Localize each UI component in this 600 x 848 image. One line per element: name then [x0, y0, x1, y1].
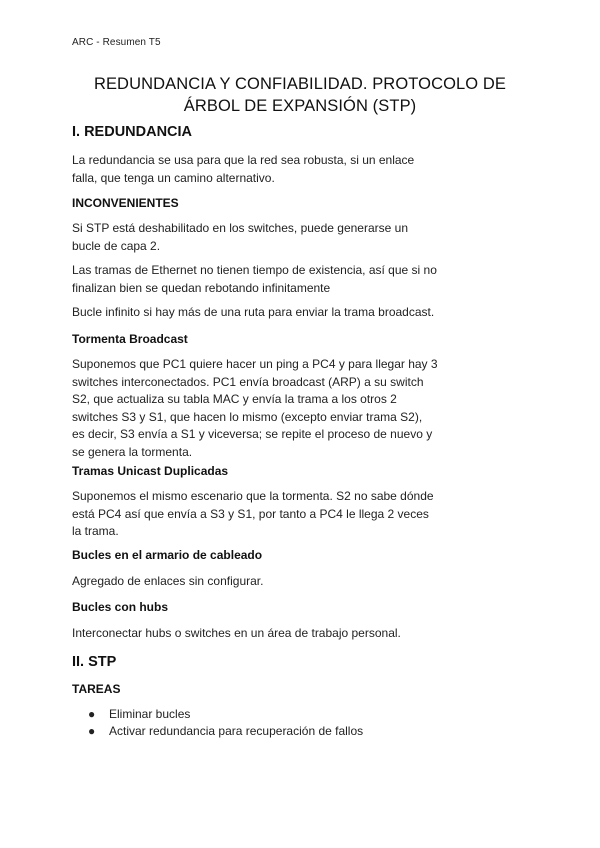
section-heading-redundancia: I. REDUNDANCIA — [72, 124, 193, 140]
text-line: finalizan bien se quedan rebotando infinitamente — [72, 280, 331, 295]
text-line: bucle de capa 2. — [72, 238, 161, 253]
armario-paragraph — [72, 573, 263, 591]
bullet-icon: ● — [88, 707, 96, 721]
title-line: ÁRBOL DE EXPANSIÓN (STP) — [183, 97, 417, 115]
unicast-paragraph — [72, 488, 434, 541]
text-line: Bucle infinito si hay más de una ruta para enviar la trama broadcast. — [72, 305, 435, 319]
text-line: switches interconectados. PC1 envía broadcast (ARP) a su switch — [72, 374, 424, 389]
text-line: Suponemos el mismo escenario que la tormenta. S2 no sabe dónde — [72, 489, 434, 503]
text-line: Agregado de enlaces sin configurar. — [72, 574, 264, 588]
title-line: REDUNDANCIA Y CONFIABILIDAD. PROTOCOLO DE — [93, 75, 507, 93]
text-line: Las tramas de Ethernet no tienen tiempo de existencia, así que si no — [72, 263, 437, 277]
list-item-text: Eliminar bucles — [109, 707, 191, 721]
text-line: Si STP está deshabilitado en los switches, puede generarse un — [72, 221, 408, 235]
text-line: La redundancia se usa para que la red sea robusta, si un enlace — [72, 153, 415, 167]
page-header: ARC - Resumen T5 — [72, 37, 161, 48]
tareas-list — [72, 706, 363, 740]
text-line: es decir, S3 envía a S1 y viceversa; se repite el proceso de nuevo y — [72, 427, 433, 441]
inconvenientes-paragraph-1 — [72, 220, 408, 255]
text-line: está PC4 así que envía a S3 y S1, por tanto a PC4 le llega 2 veces — [72, 506, 429, 521]
redundancia-intro — [72, 152, 414, 187]
subheading-tormenta-broadcast: Tormenta Broadcast — [72, 332, 188, 346]
bullet-icon: ● — [88, 724, 96, 738]
hubs-paragraph — [72, 625, 401, 643]
text-line: Interconectar hubs o switches en un área de trabajo personal. — [72, 626, 401, 640]
text-line: la trama. — [72, 524, 119, 538]
inconvenientes-paragraph-3 — [72, 304, 434, 322]
list-item — [72, 706, 363, 723]
subheading-inconvenientes: INCONVENIENTES — [72, 196, 179, 210]
subheading-bucles-armario: Bucles en el armario de cableado — [72, 548, 263, 562]
text-line: S2, que actualiza su tabla MAC y envía la trama a los otros 2 — [72, 392, 397, 406]
text-line: Suponemos que PC1 quiere hacer un ping a PC4 y para llegar hay 3 — [72, 357, 438, 371]
text-line: falla, que tenga un camino alternativo. — [72, 170, 275, 185]
text-line: switches S3 y S1, que hacen lo mismo (excepto enviar trama S2), — [72, 409, 423, 424]
list-item-text: Activar redundancia para recuperación de fallos — [109, 724, 364, 738]
section-heading-stp: II. STP — [72, 654, 117, 670]
tormenta-paragraph — [72, 356, 438, 461]
inconvenientes-paragraph-2 — [72, 262, 437, 297]
text-line: se genera la tormenta. — [72, 444, 193, 459]
subheading-tramas-unicast: Tramas Unicast Duplicadas — [72, 464, 229, 478]
subheading-tareas: TAREAS — [72, 682, 121, 696]
subheading-bucles-hubs: Bucles con hubs — [72, 600, 169, 614]
document-title — [72, 73, 528, 117]
list-item — [72, 723, 363, 740]
